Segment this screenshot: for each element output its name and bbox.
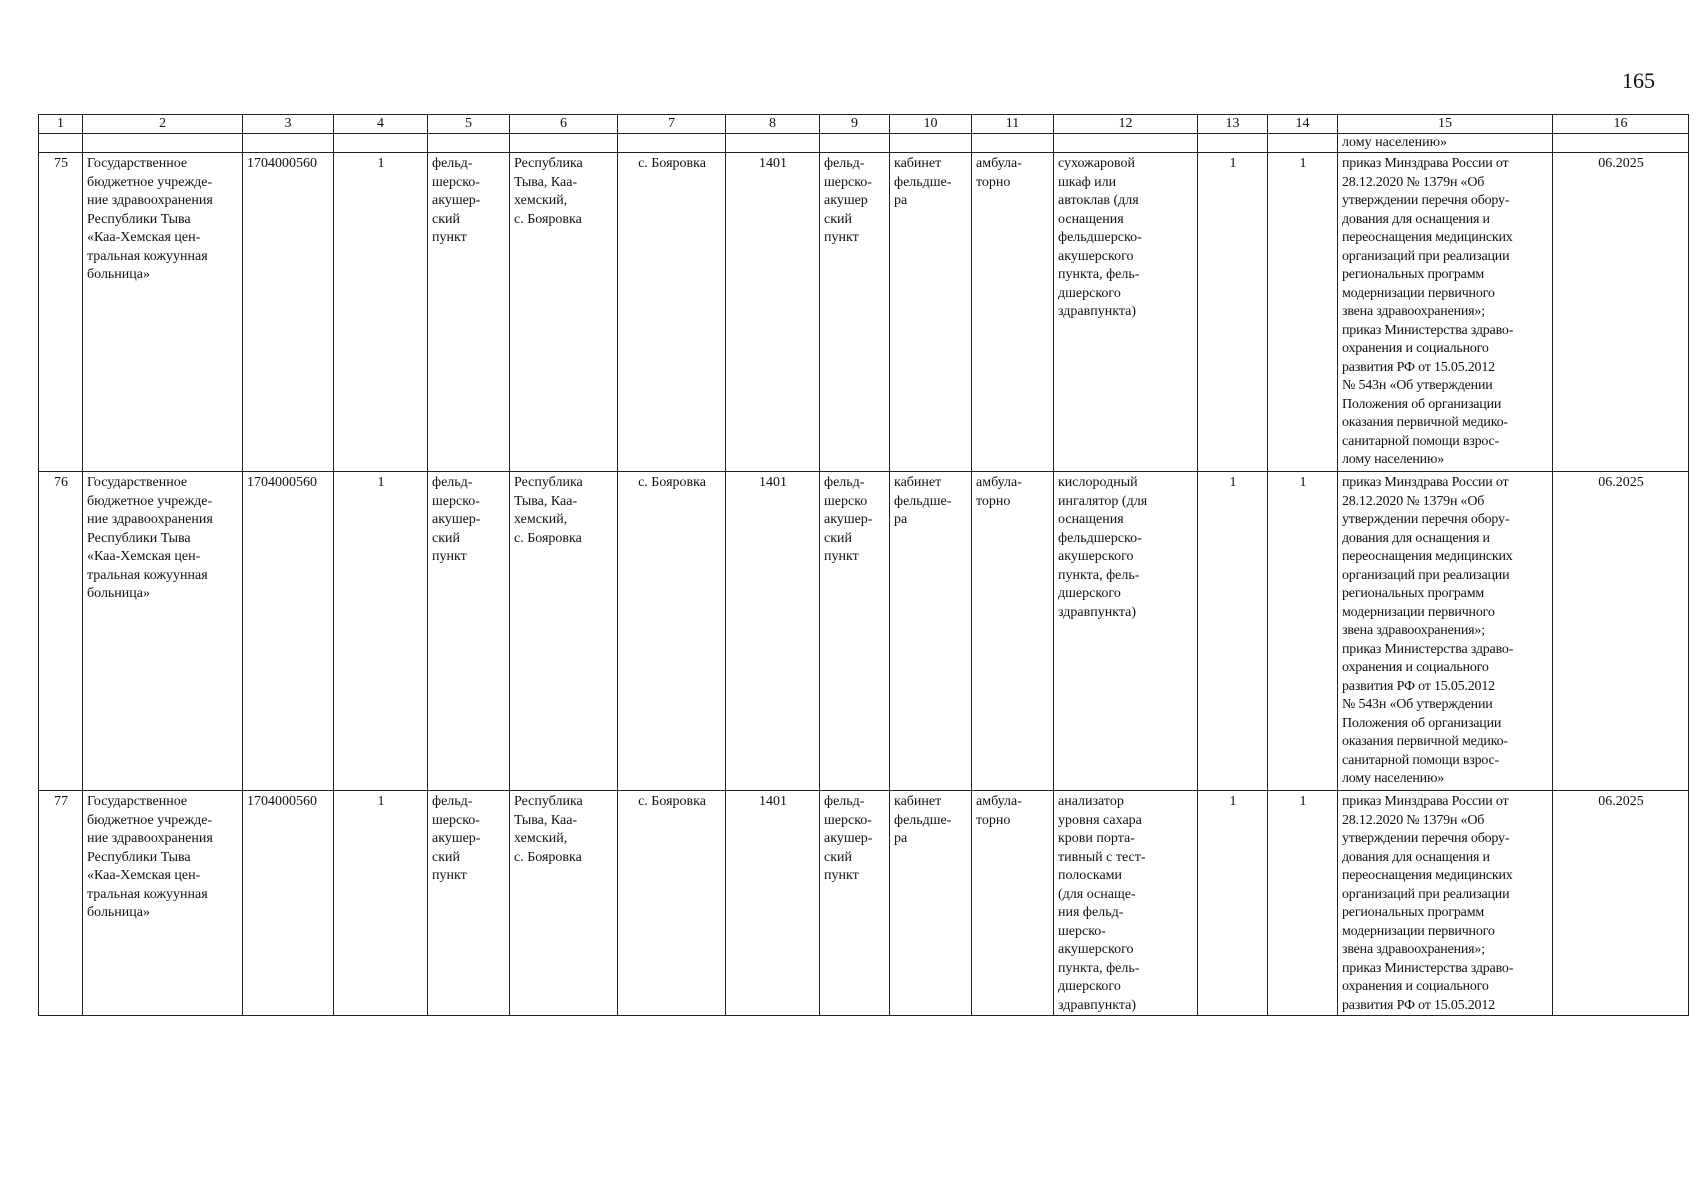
locality: с. Бояровка xyxy=(618,791,726,1016)
continuation-row xyxy=(39,134,1689,153)
facility-type: фельд- шерско- акушер- ский пункт xyxy=(428,153,510,472)
colnum-4: 4 xyxy=(334,115,428,134)
facility-type: фельд- шерско- акушер- ский пункт xyxy=(428,472,510,791)
organization-code: 1704000560 xyxy=(243,472,334,791)
equipment-name: кислородный ингалятор (для оснащения фельдшерско- акушерского пункта, фель- дшерского здравпункта) xyxy=(1054,472,1198,791)
care-mode: амбула- торно xyxy=(972,791,1054,1016)
date: 06.2025 xyxy=(1553,153,1689,472)
organization-name: Государственное бюджетное учрежде- ние здравоохранения Республики Тыва «Каа-Хемская цен- тральная кожуунная больница» xyxy=(83,153,243,472)
table-row xyxy=(39,153,1689,472)
equipment-table xyxy=(38,114,1689,1016)
col8-value: 1401 xyxy=(726,791,820,1016)
legal-basis: приказ Минздрава России от 28.12.2020 № 1379н «Об утверждении перечня обору- дования для оснащения и переоснащения медицинских организаций при реализации региональных программ модернизации первичного звена здравоохранения»; приказ Министерства здраво- охранения и социального развития РФ от 15.05.2012 № 543н «Об утверждении Положения об организации оказания первичной медико- санитарной помощи взрос- лому населению» xyxy=(1338,153,1553,472)
colnum-6: 6 xyxy=(510,115,618,134)
colnum-14: 14 xyxy=(1268,115,1338,134)
colnum-13: 13 xyxy=(1198,115,1268,134)
colnum-3: 3 xyxy=(243,115,334,134)
row-number: 77 xyxy=(39,791,83,1016)
legal-basis: приказ Минздрава России от 28.12.2020 № 1379н «Об утверждении перечня обору- дования для оснащения и переоснащения медицинских организаций при реализации региональных программ модернизации первичного звена здравоохранения»; приказ Министерства здраво- охранения и социального развития РФ от 15.05.2012 xyxy=(1338,791,1553,1016)
column-number-row xyxy=(39,115,1689,134)
room: кабинет фельдше- ра xyxy=(890,791,972,1016)
col14-value: 1 xyxy=(1268,472,1338,791)
care-mode: амбула- торно xyxy=(972,472,1054,791)
address: Республика Тыва, Каа- хемский, с. Бояровка xyxy=(510,791,618,1016)
date: 06.2025 xyxy=(1553,791,1689,1016)
equipment-name: анализатор уровня сахара крови порта- тивный с тест- полосками (для оснаще- ния фельд- шерско- акушерского пункта, фель- дшерского здравпункта) xyxy=(1054,791,1198,1016)
colnum-5: 5 xyxy=(428,115,510,134)
address: Республика Тыва, Каа- хемский, с. Бояровка xyxy=(510,153,618,472)
colnum-1: 1 xyxy=(39,115,83,134)
unit-type: фельд- шерско- акушер- ский пункт xyxy=(820,791,890,1016)
room: кабинет фельдше- ра xyxy=(890,153,972,472)
address: Республика Тыва, Каа- хемский, с. Бояровка xyxy=(510,472,618,791)
col13-value: 1 xyxy=(1198,153,1268,472)
colnum-12: 12 xyxy=(1054,115,1198,134)
organization-code: 1704000560 xyxy=(243,153,334,472)
colnum-16: 16 xyxy=(1553,115,1689,134)
facility-type: фельд- шерско- акушер- ский пункт xyxy=(428,791,510,1016)
legal-basis: приказ Минздрава России от 28.12.2020 № 1379н «Об утверждении перечня обору- дования для оснащения и переоснащения медицинских организаций при реализации региональных программ модернизации первичного звена здравоохранения»; приказ Министерства здраво- охранения и социального развития РФ от 15.05.2012 № 543н «Об утверждении Положения об организации оказания первичной медико- санитарной помощи взрос- лому населению» xyxy=(1338,472,1553,791)
unit-type: фельд- шерско- акушер ский пункт xyxy=(820,153,890,472)
date: 06.2025 xyxy=(1553,472,1689,791)
colnum-10: 10 xyxy=(890,115,972,134)
col4-value: 1 xyxy=(334,791,428,1016)
col13-value: 1 xyxy=(1198,472,1268,791)
organization-name: Государственное бюджетное учрежде- ние здравоохранения Республики Тыва «Каа-Хемская цен- тральная кожуунная больница» xyxy=(83,472,243,791)
page-number: 165 xyxy=(1622,68,1655,93)
table-row xyxy=(39,472,1689,791)
colnum-7: 7 xyxy=(618,115,726,134)
col14-value: 1 xyxy=(1268,153,1338,472)
table-row xyxy=(39,791,1689,1016)
continuation-text: лому населению» xyxy=(1338,134,1553,153)
row-number: 76 xyxy=(39,472,83,791)
colnum-11: 11 xyxy=(972,115,1054,134)
col8-value: 1401 xyxy=(726,472,820,791)
col14-value: 1 xyxy=(1268,791,1338,1016)
row-number: 75 xyxy=(39,153,83,472)
col4-value: 1 xyxy=(334,472,428,791)
care-mode: амбула- торно xyxy=(972,153,1054,472)
col13-value: 1 xyxy=(1198,791,1268,1016)
col8-value: 1401 xyxy=(726,153,820,472)
locality: с. Бояровка xyxy=(618,472,726,791)
unit-type: фельд- шерско акушер- ский пункт xyxy=(820,472,890,791)
locality: с. Бояровка xyxy=(618,153,726,472)
equipment-name: сухожаровой шкаф или автоклав (для оснащения фельдшерско- акушерского пункта, фель- дшерского здравпункта) xyxy=(1054,153,1198,472)
col4-value: 1 xyxy=(334,153,428,472)
colnum-2: 2 xyxy=(83,115,243,134)
organization-code: 1704000560 xyxy=(243,791,334,1016)
colnum-9: 9 xyxy=(820,115,890,134)
room: кабинет фельдше- ра xyxy=(890,472,972,791)
colnum-8: 8 xyxy=(726,115,820,134)
colnum-15: 15 xyxy=(1338,115,1553,134)
organization-name: Государственное бюджетное учрежде- ние здравоохранения Республики Тыва «Каа-Хемская цен- тральная кожуунная больница» xyxy=(83,791,243,1016)
